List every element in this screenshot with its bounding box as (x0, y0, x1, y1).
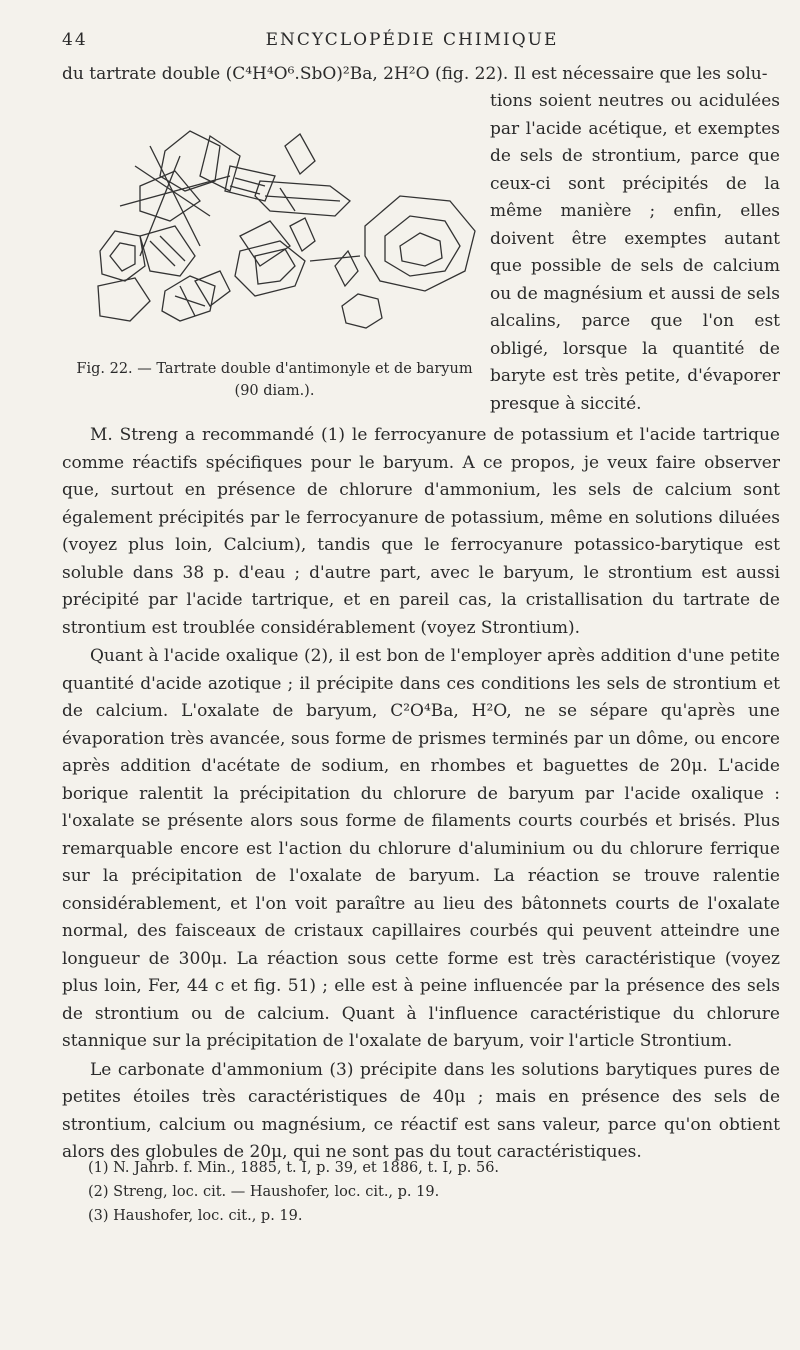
paragraph-oxalic-acid: Quant à l'acide oxalique (2), il est bon de l'employer après addition d'une petite quantité d'acide azotique ; il précipite dans ces conditions les sels de strontium et de calcium. L'oxalate de baryum, C²O⁴Ba, H²O, ne se sépare qu'après une évaporation très avancée, sous forme de prismes terminés par un dôme, ou encore après addition d'acétate de sodium, en rhombes et baguettes de 20μ. L'acide borique ralentit la précipitation du chlorure de baryum par l'acide oxalique : l'oxalate se présente alors sous forme de filaments courts courbés et brisés. Plus remarquable encore est l'action du chlorure d'aluminium ou du chlorure ferrique sur la précipitation de l'oxalate de baryum. La réaction se trouve ralentie considérablement, et l'on voit paraître au lieu des bâtonnets courts de l'oxalate normal, des faisceaux de cristaux capillaires courbés qui peuvent atteindre une longueur de 300μ. La réaction sous cette forme est très caractéristique (voyez plus loin, Fer, 44 c et fig. 51) ; elle est à peine influencée par la présence des sels de strontium ou de calcium. Quant à l'influence caractéristique du chlorure stannique sur la précipitation de l'oxalate de baryum, voir l'article Strontium. (62, 646, 780, 1051)
footnotes (88, 1156, 748, 1228)
paragraph-streng: M. Streng a recommandé (1) le ferrocyanure de potassium et l'acide tartrique comme réactifs spécifiques pour le baryum. A ce propos, je veux faire observer que, surtout en présence de chlorure d'ammonium, les sels de calcium sont également précipités par le ferrocyanure de potassium, même en solutions diluées (voyez plus loin, Calcium), tandis que le ferrocyanure potassico-barytique est soluble dans 38 p. d'eau ; d'autre part, avec le baryum, le strontium est aussi précipité par l'acide tartrique, et en pareil cas, la cristallisation du tartrate de strontium est troublée considérablement (voyez Strontium). (62, 425, 780, 638)
running-title: ENCYCLOPÉDIE CHIMIQUE (265, 30, 559, 50)
figure-caption-line1: Fig. 22. — Tartrate double d'antimonyle et de baryum (76, 361, 473, 377)
intro-line: du tartrate double (C⁴H⁴O⁶.SbO)²Ba, 2H²O (fig. 22). Il est nécessaire que les solu- (62, 64, 768, 84)
running-header (62, 30, 762, 56)
body-text (62, 422, 780, 1168)
footnote-2: (2) Streng, loc. cit. — Haushofer, loc. cit., p. 19. (88, 1184, 440, 1200)
paragraph-ammonium-carbonate: Le carbonate d'ammonium (3) précipite dans les solutions barytiques pures de petites étoiles très caractéristiques de 40μ ; mais en présence des sels de strontium, calcium ou magnésium, ce réactif est sans valeur, parce qu'on obtient alors des globules de 20μ, qui ne sont pas du tout caractéristiques. (62, 1059, 780, 1162)
figure-caption-line2: (90 diam.). (234, 383, 315, 399)
footnote-1: (1) N. Jahrb. f. Min., 1885, t. I, p. 39, et 1886, t. I, p. 56. (88, 1160, 500, 1176)
page-number: 44 (62, 30, 88, 50)
footnote-3: (3) Haushofer, loc. cit., p. 19. (88, 1208, 303, 1224)
side-column-text: tions soient neutres ou acidulées par l'acide acétique, et exemptes de sels de strontium, parce que ceux-ci sont précipités de la même manière ; enfin, elles doivent être exemptes autant que possible de sels de calcium ou de magnésium et aussi de sels alcalins, parce que l'on est obligé, lorsque la quantité de baryte est très petite, d'évaporer presque à siccité. (490, 91, 780, 414)
figure-22 (62, 96, 482, 406)
crystal-illustration (80, 106, 480, 351)
figure-caption (62, 358, 487, 402)
